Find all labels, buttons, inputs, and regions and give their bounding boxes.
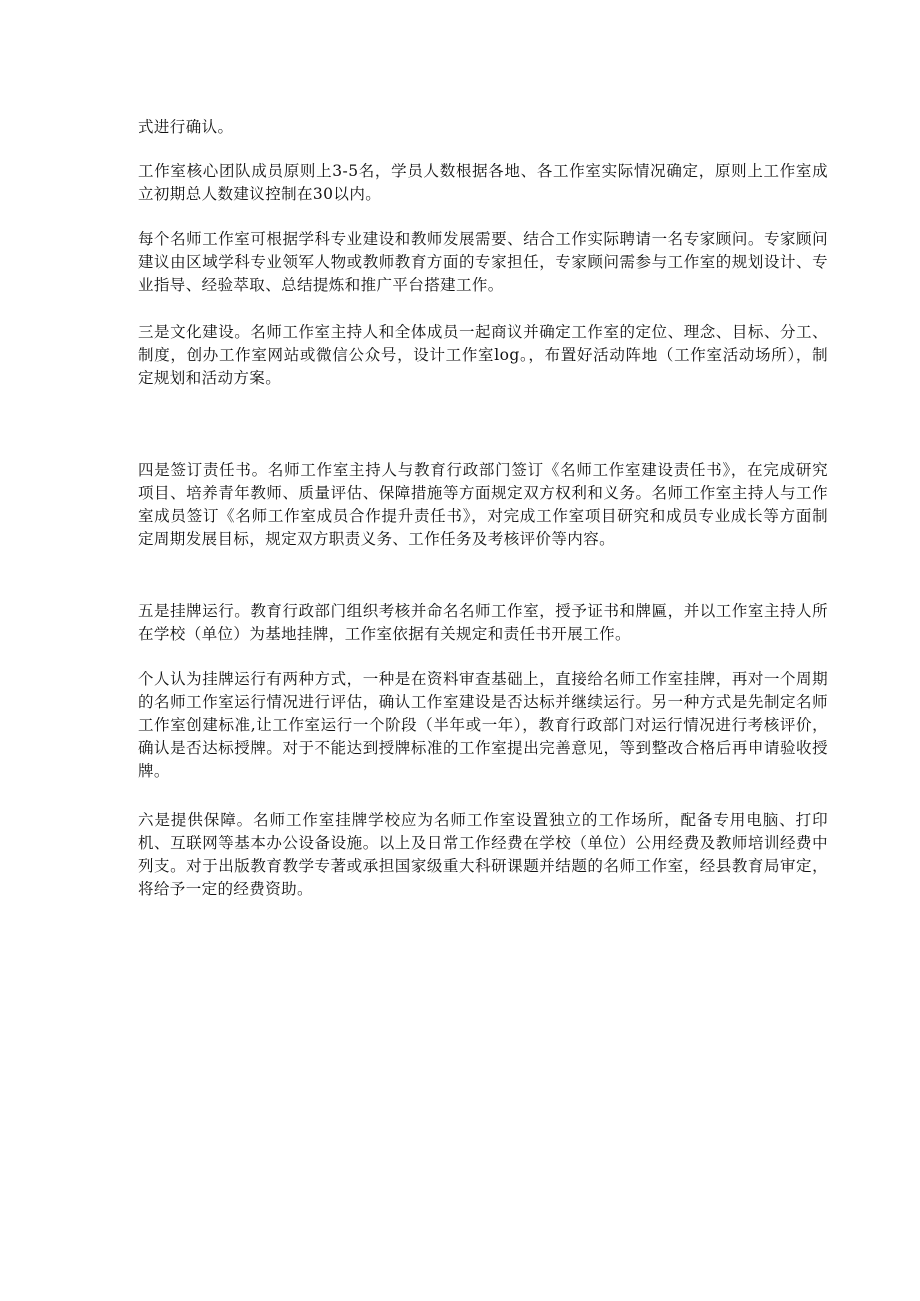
paragraph-team-size: 工作室核心团队成员原则上3-5名，学员人数根据各地、各工作室实际情况确定，原则上工作室成立初期总人数建议控制在30以内。: [138, 162, 828, 203]
paragraph-confirmation: 式进行确认。: [138, 118, 234, 136]
paragraph-provide-guarantee: 六是提供保障。名师工作室挂牌学校应为名师工作室设置独立的工作场所，配备专用电脑、打印机、互联网等基本办公设备设施。以上及日常工作经费在学校（单位）公用经费及教师培训经费中列支。对于出版教育教学专著或承担国家级重大科研课题并结题的名师工作室，经县教育局审定，将给予一定的经费资助。: [138, 811, 828, 898]
paragraph-plaque-operation: 五是挂牌运行。教育行政部门组织考核并命名名师工作室，授予证书和牌匾，并以工作室主持人所在学校（单位）为基地挂牌，工作室依据有关规定和责任书开展工作。: [138, 602, 828, 643]
paragraph-operation-methods: 个人认为挂牌运行有两种方式，一种是在资料审查基础上，直接给名师工作室挂牌，再对一个周期的名师工作室运行情况进行评估，确认工作室建设是否达标并继续运行。另一种方式是先制定名师工作室创建标准,让工作室运行一个阶段（半年或一年），教育行政部门对运行情况进行考核评价，确认是否达标授牌。对于不能达到授牌标准的工作室提出完善意见，等到整改合格后再申请验收授牌。: [138, 670, 828, 780]
paragraph-culture-building: 三是文化建设。名师工作室主持人和全体成员一起商议并确定工作室的定位、理念、目标、分工、制度，创办工作室网站或微信公众号，设计工作室log。，布置好活动阵地（工作室活动场所），制定规划和活动方案。: [138, 323, 828, 387]
paragraph-expert-advisor: 每个名师工作室可根据学科专业建设和教师发展需要、结合工作实际聘请一名专家顾问。专家顾问建议由区域学科专业领军人物或教师教育方面的专家担任，专家顾问需参与工作室的规划设计、专业指导、经验萃取、总结提炼和推广平台搭建工作。: [138, 230, 828, 294]
paragraph-responsibility-letter: 四是签订责任书。名师工作室主持人与教育行政部门签订《名师工作室建设责任书》，在完成研究项目、培养青年教师、质量评估、保障措施等方面规定双方权利和义务。名师工作室主持人与工作室成员签订《名师工作室成员合作提升责任书》，对完成工作室项目研究和成员专业成长等方面制定周期发展目标，规定双方职责义务、工作任务及考核评价等内容。: [138, 461, 828, 548]
